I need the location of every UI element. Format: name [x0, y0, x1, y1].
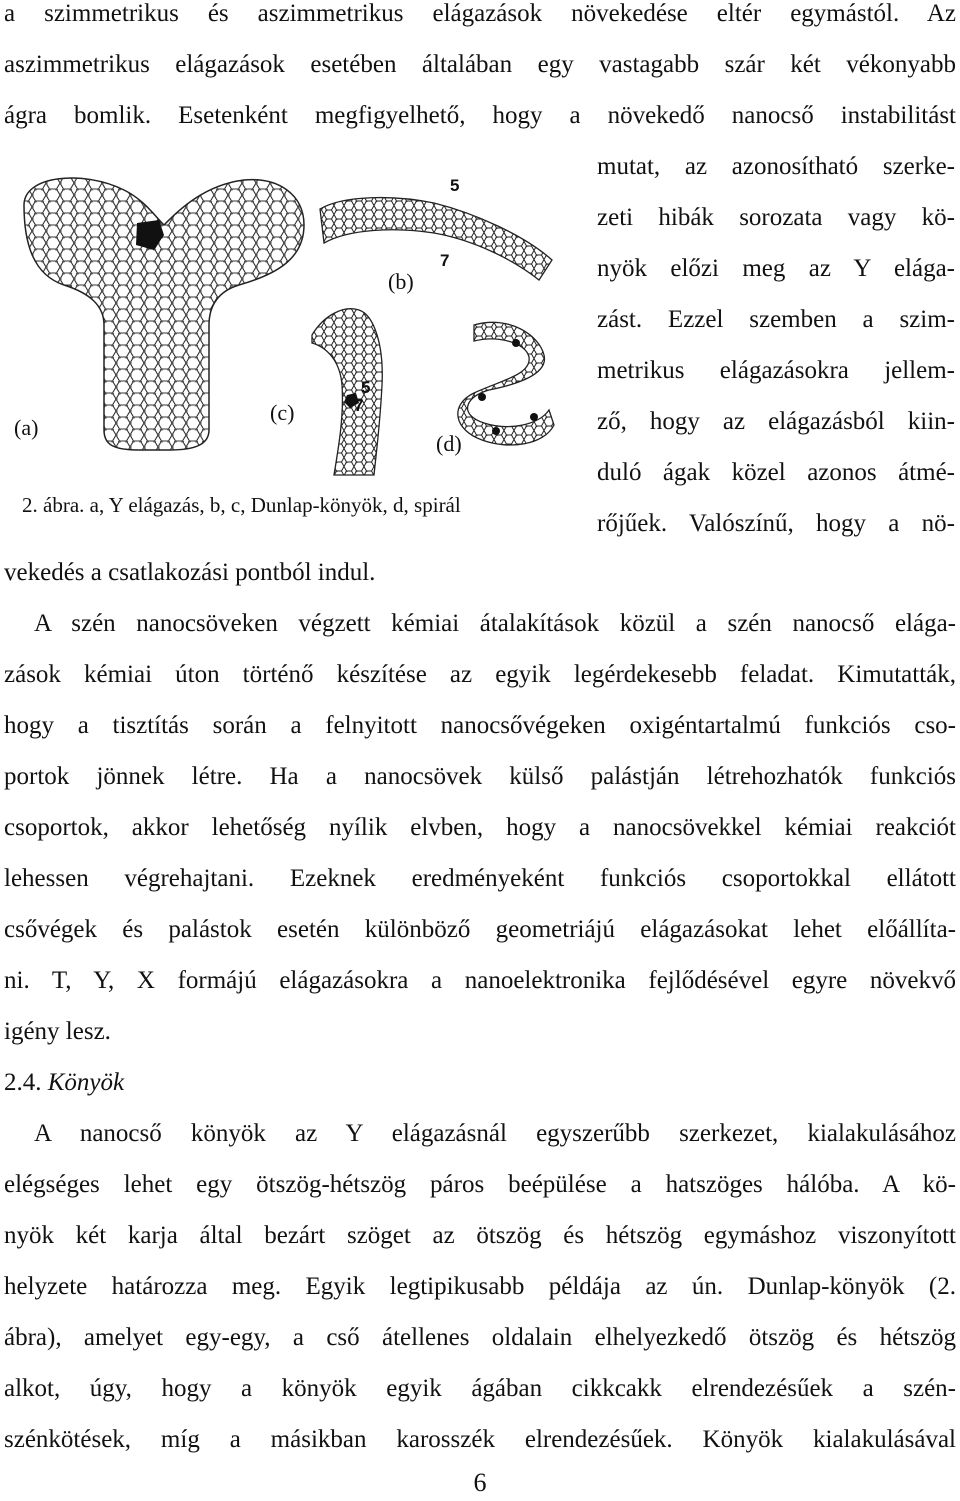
text-line: ni. T, Y, X formájú elágazásokra a nanoelektronika fejlődésével egyre növekvő [4, 967, 956, 994]
label-d: (d) [436, 431, 462, 456]
page-number: 6 [473, 1468, 487, 1497]
marker-7-c: 7 [354, 396, 364, 415]
text-line: vekedés a csatlakozási pontból indul. [4, 559, 376, 586]
text-line: csővégek és palástok esetén különböző geometriájú elágazásokat lehet előállíta- [4, 916, 956, 943]
section-heading [4, 1057, 124, 1109]
text-line: aszimmetrikus elágazások esetében általában egy vastagabb szár két vékonyabb [4, 51, 956, 78]
marker-7-b: 7 [440, 251, 450, 270]
y-junction-structure [24, 178, 304, 450]
text-line: szénkötések, míg a másikban karosszék elrendezésűek. Könyök kialakulásával [4, 1426, 956, 1453]
section-number: 2.4. [4, 1069, 42, 1096]
marker-5-b: 5 [450, 176, 460, 195]
text-line: zást. Ezzel szemben a szim- [597, 306, 955, 333]
dunlap-elbow-c [270, 309, 382, 475]
text-line: duló ágak közel azonos átmé- [597, 459, 955, 486]
text-line: A nanocső könyök az Y elágazásnál egyszerűbb szerkezet, kialakulásához [34, 1120, 956, 1147]
text-line: ző, hogy az elágazásból kiin- [597, 408, 955, 435]
text-line: metrikus elágazásokra jellem- [597, 357, 955, 384]
text-line: zások kémiai úton történő készítése az egyik legérdekesebb feladat. Kimutatták, [4, 661, 956, 688]
text-line: a szimmetrikus és aszimmetrikus elágazások növekedése eltér egymástól. Az [4, 0, 956, 27]
section-title: Könyök [47, 1069, 125, 1096]
text-line: nyök két karja által bezárt szöget az ötszög és hétszög egymáshoz viszonyított [4, 1222, 956, 1249]
text-line: igény lesz. [4, 1018, 111, 1045]
text-line: zeti hibák sorozata vagy kö- [597, 204, 955, 231]
text-line: portok jönnek létre. Ha a nanocsövek külső palástján létrehozhatók funkciós [4, 763, 956, 790]
text-line: lehessen végrehajtani. Ezeknek eredményeként funkciós csoportokkal ellátott [4, 865, 956, 892]
label-c: (c) [270, 400, 295, 425]
text-line: alkot, úgy, hogy a könyök egyik ágában cikkcakk elrendezésűek a szén- [4, 1375, 956, 1402]
text-line: mutat, az azonosítható szerke- [597, 153, 955, 180]
text-line: hogy a tisztítás során a felnyitott nanocsővégeken oxigéntartalmú funkciós cso- [4, 712, 956, 739]
label-b: (b) [388, 269, 414, 294]
dunlap-elbow-b [320, 176, 552, 294]
spiral-structure [436, 322, 554, 456]
text-line: csoportok, akkor lehetőség nyílik elvben, hogy a nanocsövekkel kémiai reakciót [4, 814, 956, 841]
figure-nanotubes [4, 165, 584, 495]
text-line: ágra bomlik. Esetenként megfigyelhető, hogy a növekedő nanocső instabilitást [4, 102, 956, 129]
text-line: ábra), amelyet egy-egy, a cső átellenes oldalain elhelyezkedő ötszög és hétszög [4, 1324, 956, 1351]
marker-5-c: 5 [361, 378, 371, 397]
figure-caption: 2. ábra. a, Y elágazás, b, c, Dunlap-könyök, d, spirál [22, 493, 461, 517]
text-line: rőjűek. Valószínű, hogy a nö- [597, 510, 955, 537]
text-line: helyzete határozza meg. Egyik legtipikusabb példája az ún. Dunlap-könyök (2. [4, 1273, 956, 1300]
text-line: elégséges lehet egy ötszög-hétszög páros beépülése a hatszöges hálóba. A kö- [4, 1171, 956, 1198]
text-line: A szén nanocsöveken végzett kémiai átalakítások közül a szén nanocső elága- [34, 610, 956, 637]
label-a: (a) [14, 415, 39, 440]
text-line: nyök előzi meg az Y elága- [597, 255, 955, 282]
